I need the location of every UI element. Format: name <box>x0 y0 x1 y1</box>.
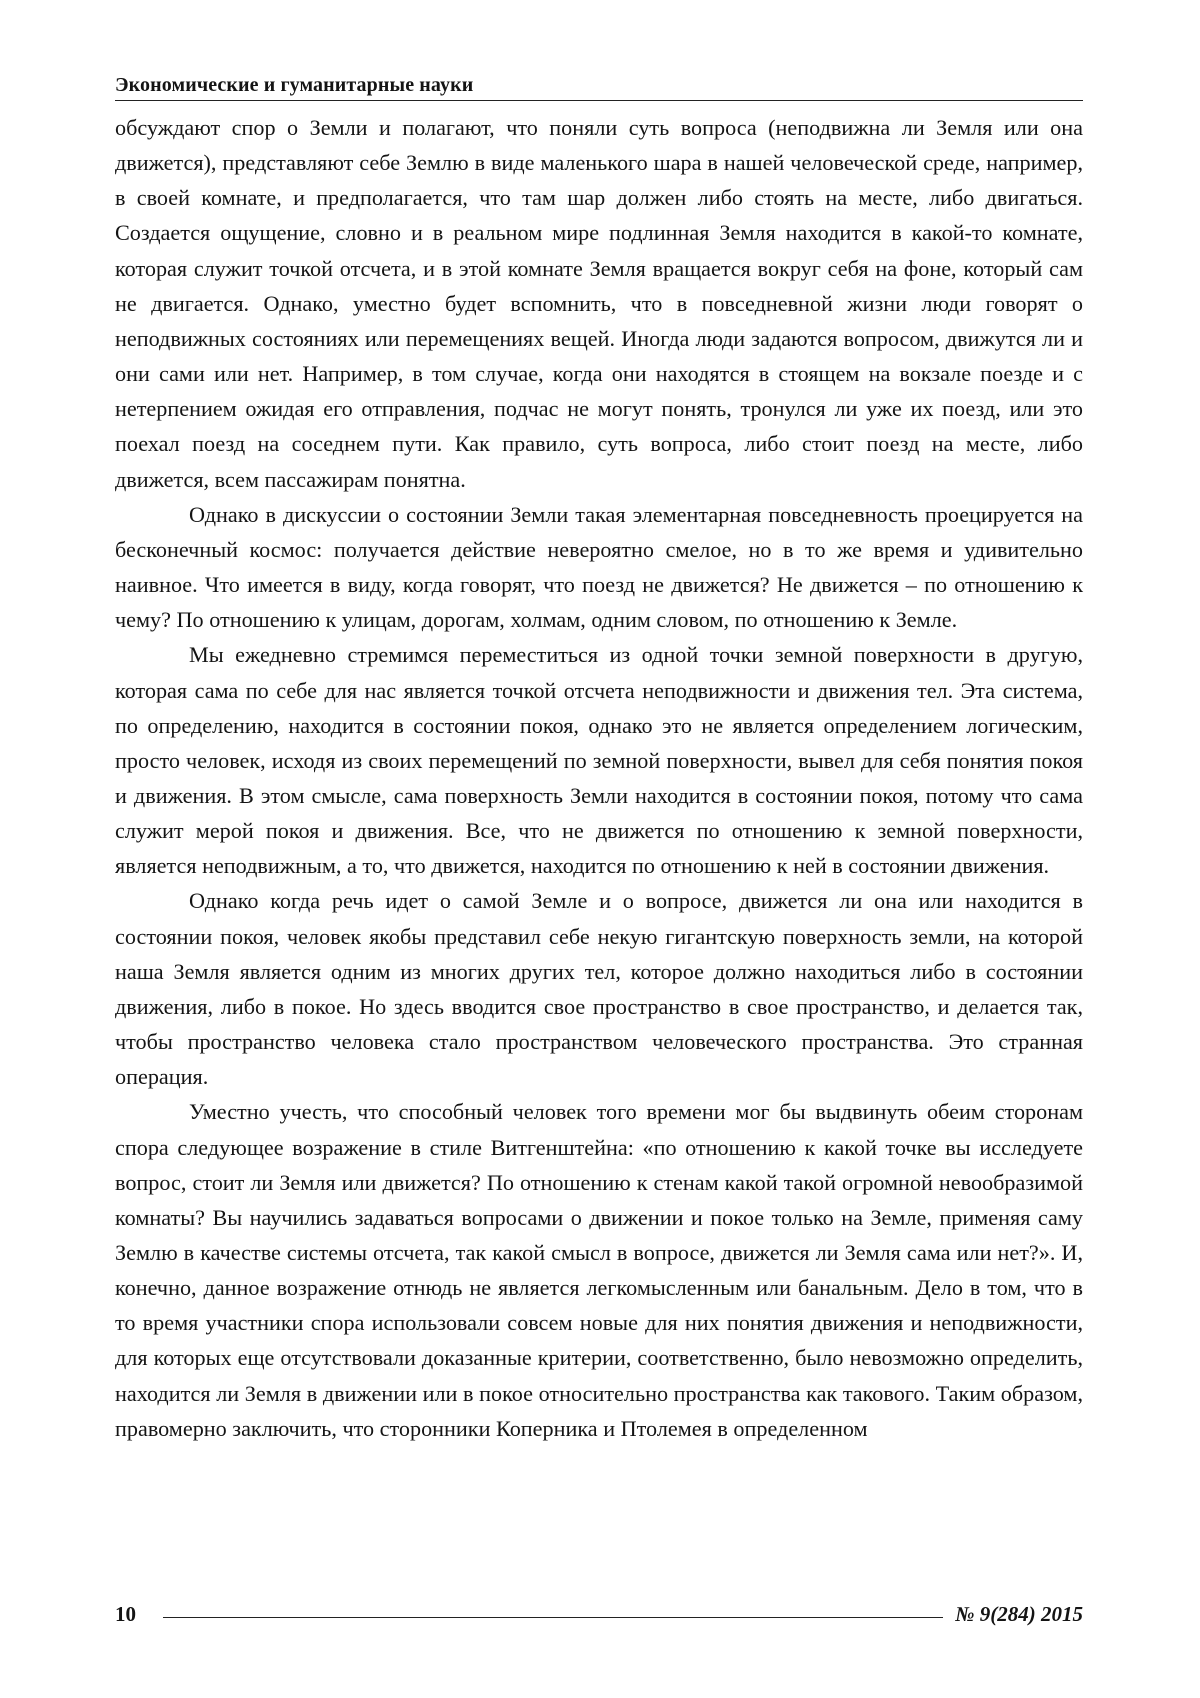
running-footer <box>115 1601 1083 1629</box>
running-header <box>115 74 1083 101</box>
page-number: 10 <box>115 1601 136 1627</box>
paragraph-continued: обсуждают спор о Земли и полагают, что поняли суть вопроса (неподвижна ли Земля или она движется), представляют себе Землю в виде маленького шара в нашей человеческой среде, например, в своей комнате, и предполагается, что там шар должен либо стоять на месте, либо двигаться. Создается ощущение, словно и в реальном мире подлинная Земля находится в какой-то комнате, которая служит точкой отсчета, и в этой комнате Земля вращается вокруг себя на фоне, который сам не двигается. Однако, уместно будет вспомнить, что в повседневной жизни люди говорят о неподвижных состояниях или перемещениях вещей. Иногда люди задаются вопросом, движутся ли и они сами или нет. Например, в том случае, когда они находятся в стоящем на вокзале поезде и с нетерпением ожидая его отправления, подчас не могут понять, тронулся ли уже их поезд, или это поехал поезд на соседнем пути. Как правило, суть вопроса, либо стоит поезд на месте, либо движется, всем пассажирам понятна. <box>115 110 1083 497</box>
issue-label: № 9(284) 2015 <box>955 1601 1083 1627</box>
paragraph: Однако когда речь идет о самой Земле и о вопросе, движется ли она или находится в состоянии покоя, человек якобы представил себе некую гигантскую поверхность земли, на которой наша Земля является одним из многих других тел, которое должно находиться либо в состоянии движения, либо в покое. Но здесь вводится свое пространство в свое пространство, и делается так, чтобы пространство человека стало пространством человеческого пространства. Это странная операция. <box>115 883 1083 1094</box>
article-body <box>115 110 1083 1446</box>
paragraph: Уместно учесть, что способный человек того времени мог бы выдвинуть обеим сторонам спора следующее возражение в стиле Витгенштейна: «по отношению к какой точке вы исследуете вопрос, стоит ли Земля или движется? По отношению к стенам какой такой огромной невообразимой комнаты? Вы научились задаваться вопросами о движении и покое только на Земле, применяя саму Землю в качестве системы отсчета, так какой смысл в вопросе, движется ли Земля сама или нет?». И, конечно, данное возражение отнюдь не является легкомысленным или банальным. Дело в том, что в то время участники спора использовали совсем новые для них понятия движения и неподвижности, для которых еще отсутствовали доказанные критерии, соответственно, было невозможно определить, находится ли Земля в движении или в покое относительно пространства как такового. Таким образом, правомерно заключить, что сторонники Коперника и Птолемея в определенном <box>115 1094 1083 1446</box>
paragraph: Мы ежедневно стремимся переместиться из одной точки земной поверхности в другую, которая сама по себе для нас является точкой отсчета неподвижности и движения тел. Эта система, по определению, находится в состоянии покоя, однако это не является определением логическим, просто человек, исходя из своих перемещений по земной поверхности, вывел для себя понятия покоя и движения. В этом смысле, сама поверхность Земли находится в состоянии покоя, потому что сама служит мерой покоя и движения. Все, что не движется по отношению к земной поверхности, является неподвижным, а то, что движется, находится по отношению к ней в состоянии движения. <box>115 637 1083 883</box>
paragraph: Однако в дискуссии о состоянии Земли такая элементарная повседневность проецируется на бесконечный космос: получается действие невероятно смелое, но в то же время и удивительно наивное. Что имеется в виду, когда говорят, что поезд не движется? Не движется – по отношению к чему? По отношению к улицам, дорогам, холмам, одним словом, по отношению к Земле. <box>115 497 1083 638</box>
journal-title: Экономические и гуманитарные науки <box>115 74 473 96</box>
footer-divider <box>163 1617 943 1618</box>
